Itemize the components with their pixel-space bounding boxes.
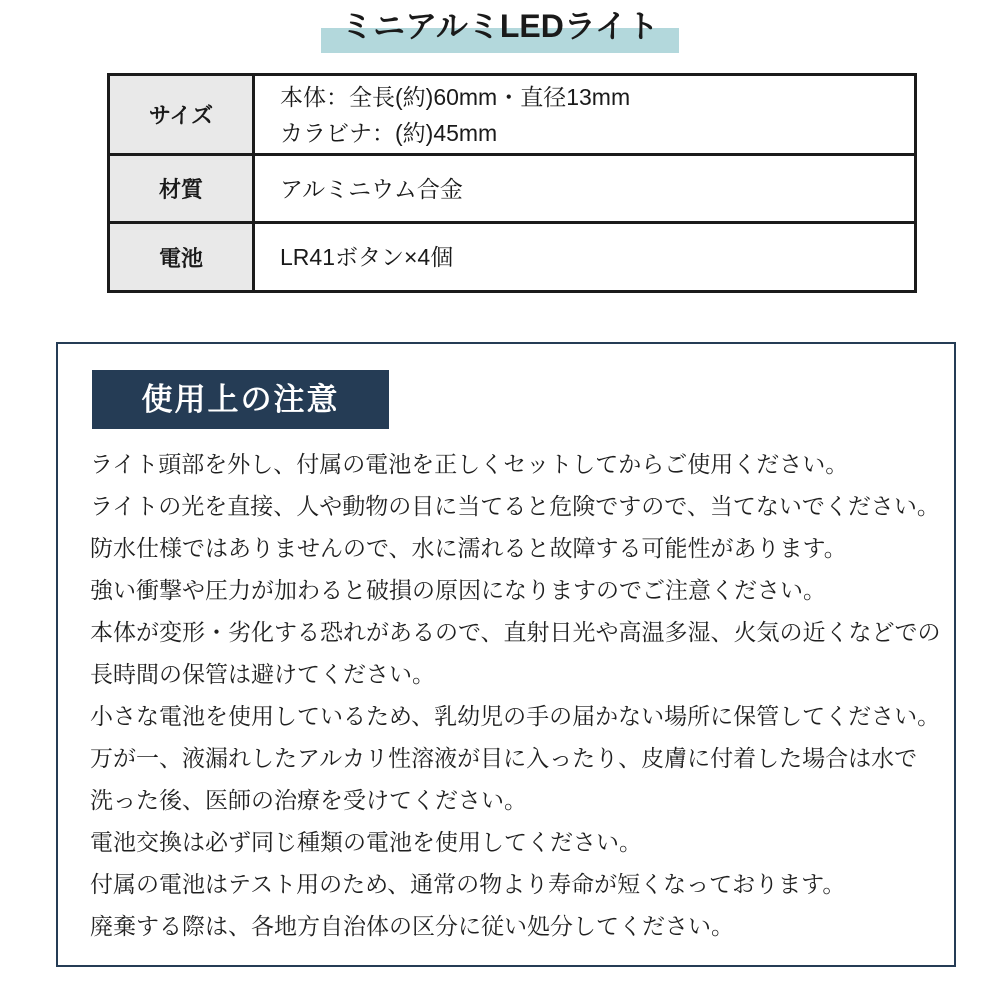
- spec-label-battery: 電池: [109, 223, 254, 292]
- precautions-box: [56, 342, 956, 967]
- precaution-line: 防水仕様ではありませんので、水に濡れると故障する可能性があります。: [90, 535, 847, 561]
- precaution-line: 長時間の保管は避けてください。: [90, 661, 435, 687]
- precaution-line: 本体が変形・劣化する恐れがあるので、直射日光や高温多湿、火気の近くなどでの: [90, 619, 941, 645]
- table-row: [109, 75, 916, 155]
- table-row: [109, 155, 916, 223]
- precaution-line: 小さな電池を使用しているため、乳幼児の手の届かない場所に保管してください。: [90, 703, 941, 729]
- precaution-line: 強い衝撃や圧力が加わると破損の原因になりますのでご注意ください。: [90, 577, 826, 603]
- precaution-line: ライトの光を直接、人や動物の目に当てると危険ですので、当てないでください。: [90, 493, 940, 519]
- precaution-line: 万が一、液漏れしたアルカリ性溶液が目に入ったり、皮膚に付着した場合は水で: [90, 745, 918, 771]
- title-section: [0, 6, 1000, 48]
- precaution-line: 洗った後、医師の治療を受けてください。: [90, 787, 527, 813]
- spec-value-battery: [254, 223, 916, 292]
- precautions-heading: 使用上の注意: [92, 370, 389, 429]
- spec-value-size: [254, 75, 916, 155]
- spec-value-line: アルミニウム合金: [280, 175, 463, 202]
- precaution-line: 付属の電池はテスト用のため、通常の物より寿命が短くなっております。: [90, 871, 846, 897]
- table-row: [109, 223, 916, 292]
- spec-table: [107, 73, 917, 293]
- spec-label-size: サイズ: [109, 75, 254, 155]
- precautions-list: [90, 443, 948, 947]
- spec-value-line: LR41ボタン×4個: [280, 244, 454, 270]
- spec-value-material: [254, 155, 916, 223]
- precaution-line: 廃棄する際は、各地方自治体の区分に従い処分してください。: [90, 913, 734, 939]
- spec-value-line: カラビナ：(約)45mm: [280, 119, 498, 146]
- page-title-text: ミニアルミLEDライト: [341, 8, 659, 44]
- precaution-line: ライト頭部を外し、付属の電池を正しくセットしてからご使用ください。: [90, 451, 849, 477]
- spec-value-line: 本体：全長(約)60mm・直径13mm: [280, 83, 631, 110]
- spec-label-material: 材質: [109, 155, 254, 223]
- precaution-line: 電池交換は必ず同じ種類の電池を使用してください。: [90, 829, 642, 855]
- page-title: [321, 6, 679, 48]
